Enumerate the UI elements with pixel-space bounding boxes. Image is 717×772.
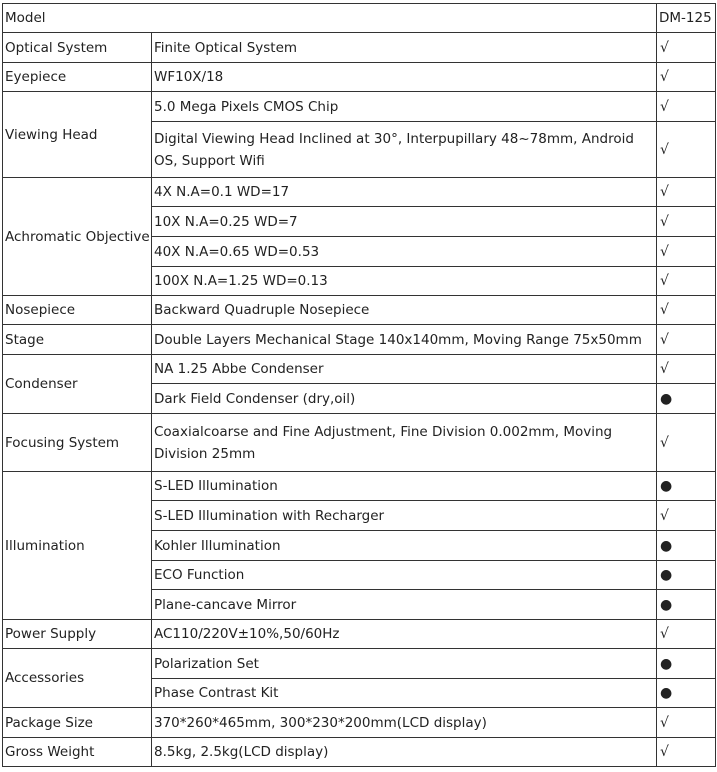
spec-value: Finite Optical System xyxy=(152,33,657,63)
table-row xyxy=(3,620,716,649)
availability-mark: √ xyxy=(657,296,716,325)
spec-value: WF10X/18 xyxy=(152,63,657,92)
model-name: DM-125 xyxy=(657,4,716,33)
section-label: Condenser xyxy=(3,355,152,414)
spec-value: Backward Quadruple Nosepiece xyxy=(152,296,657,325)
table-row xyxy=(3,738,716,767)
spec-value: 8.5kg, 2.5kg(LCD display) xyxy=(152,738,657,767)
table-header-row xyxy=(3,4,716,33)
availability-mark: √ xyxy=(657,355,716,384)
spec-value: AC110/220V±10%,50/60Hz xyxy=(152,620,657,649)
availability-mark: ● xyxy=(657,561,716,590)
section-label: Achromatic Objective xyxy=(3,178,152,296)
section-label: Illumination xyxy=(3,472,152,620)
availability-mark: √ xyxy=(657,738,716,767)
spec-value: Kohler Illumination xyxy=(152,531,657,561)
spec-value: 10X N.A=0.25 WD=7 xyxy=(152,207,657,237)
availability-mark: ● xyxy=(657,590,716,620)
section-label: Power Supply xyxy=(3,620,152,649)
spec-value: Dark Field Condenser (dry,oil) xyxy=(152,384,657,414)
section-label: Gross Weight xyxy=(3,738,152,767)
availability-mark: ● xyxy=(657,679,716,708)
table-row xyxy=(3,414,716,472)
spec-value: 5.0 Mega Pixels CMOS Chip xyxy=(152,92,657,122)
section-label: Focusing System xyxy=(3,414,152,472)
availability-mark: ● xyxy=(657,531,716,561)
spec-value: Digital Viewing Head Inclined at 30°, Interpupillary 48~78mm, Android OS, Support Wifi xyxy=(152,122,657,178)
section-label: Stage xyxy=(3,325,152,355)
availability-mark: √ xyxy=(657,178,716,207)
spec-value: 100X N.A=1.25 WD=0.13 xyxy=(152,267,657,296)
spec-value: Polarization Set xyxy=(152,649,657,679)
section-label: Optical System xyxy=(3,33,152,63)
availability-mark: ● xyxy=(657,472,716,501)
section-label: Viewing Head xyxy=(3,92,152,178)
availability-mark: √ xyxy=(657,267,716,296)
spec-value: Phase Contrast Kit xyxy=(152,679,657,708)
spec-value: ECO Function xyxy=(152,561,657,590)
table-row xyxy=(3,708,716,738)
table-row xyxy=(3,178,716,207)
availability-mark: ● xyxy=(657,384,716,414)
availability-mark: √ xyxy=(657,63,716,92)
table-row xyxy=(3,63,716,92)
spec-value: S-LED Illumination xyxy=(152,472,657,501)
spec-table xyxy=(2,3,716,767)
spec-value: Coaxialcoarse and Fine Adjustment, Fine Division 0.002mm, Moving Division 25mm xyxy=(152,414,657,472)
section-label: Package Size xyxy=(3,708,152,738)
table-row xyxy=(3,33,716,63)
spec-value: 370*260*465mm, 300*230*200mm(LCD display) xyxy=(152,708,657,738)
availability-mark: √ xyxy=(657,92,716,122)
spec-value: Double Layers Mechanical Stage 140x140mm, Moving Range 75x50mm xyxy=(152,325,657,355)
spec-value: 40X N.A=0.65 WD=0.53 xyxy=(152,237,657,267)
availability-mark: √ xyxy=(657,414,716,472)
table-row xyxy=(3,472,716,501)
availability-mark: √ xyxy=(657,325,716,355)
availability-mark: √ xyxy=(657,708,716,738)
availability-mark: √ xyxy=(657,33,716,63)
table-row xyxy=(3,325,716,355)
section-label: Accessories xyxy=(3,649,152,708)
availability-mark: √ xyxy=(657,207,716,237)
availability-mark: √ xyxy=(657,501,716,531)
table-row xyxy=(3,649,716,679)
spec-value: NA 1.25 Abbe Condenser xyxy=(152,355,657,384)
table-row xyxy=(3,296,716,325)
table-row xyxy=(3,92,716,122)
availability-mark: ● xyxy=(657,649,716,679)
section-label: Nosepiece xyxy=(3,296,152,325)
availability-mark: √ xyxy=(657,237,716,267)
table-row xyxy=(3,355,716,384)
spec-value: S-LED Illumination with Recharger xyxy=(152,501,657,531)
spec-value: 4X N.A=0.1 WD=17 xyxy=(152,178,657,207)
section-label: Eyepiece xyxy=(3,63,152,92)
spec-value: Plane-cancave Mirror xyxy=(152,590,657,620)
model-label: Model xyxy=(3,4,657,33)
availability-mark: √ xyxy=(657,122,716,178)
availability-mark: √ xyxy=(657,620,716,649)
